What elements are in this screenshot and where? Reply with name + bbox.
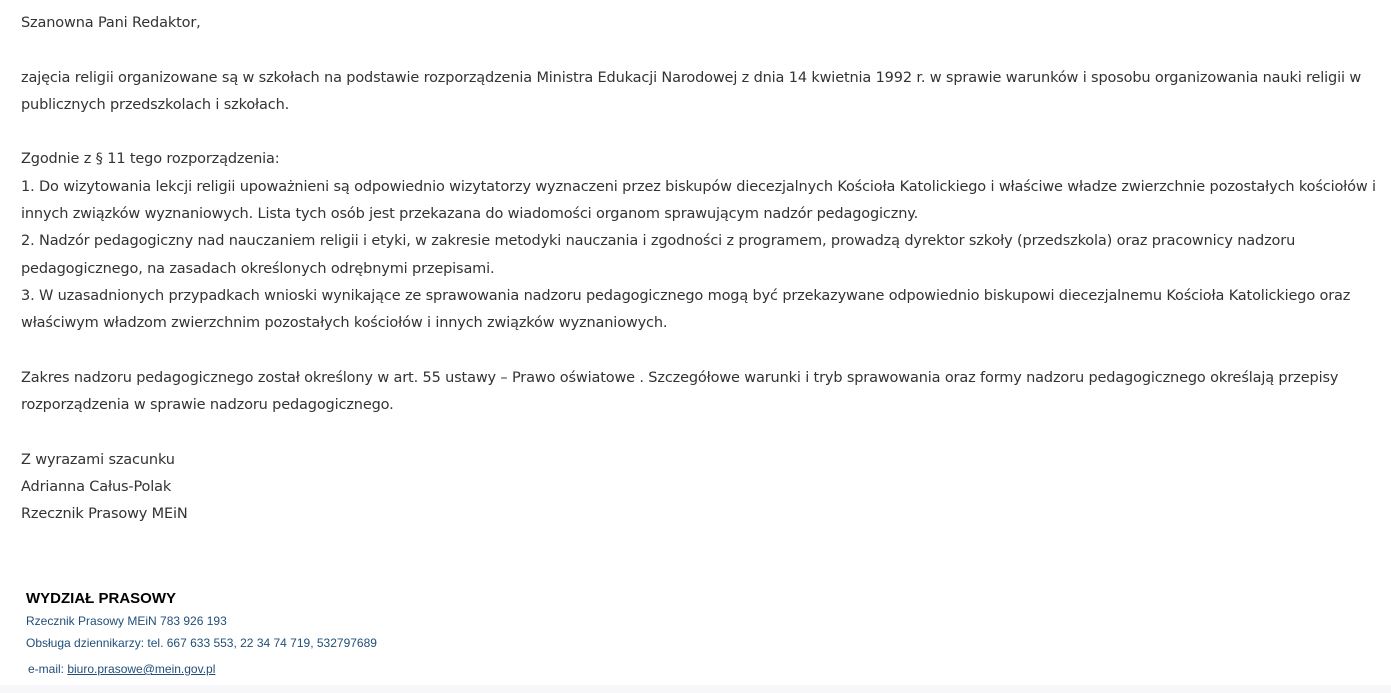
section-intro: Zgodnie z § 11 tego rozporządzenia:	[21, 151, 280, 168]
email-signature	[26, 588, 377, 680]
paragraph-gap	[21, 37, 1387, 64]
point-3: 3. W uzasadnionych przypadkach wnioski wynikające ze sprawowania nadzoru pedagogicznego mogą być przekazywane odpowiednio biskupowi diecezjalnemu Kościoła Katolickiego oraz właściwym władzom zwierzchnim pozostałych kościołów i innych związków wyznaniowych.	[21, 287, 1351, 332]
scope-paragraph: Zakres nadzoru pedagogicznego został określony w art. 55 ustawy – Prawo oświatowe . Szczegółowe warunki i tryb sprawowania oraz formy nadzoru pedagogicznego określają przepisy rozporządzenia w sprawie nadzoru pedagogicznego.	[21, 369, 1339, 414]
email-line	[26, 658, 377, 680]
email-link[interactable]: biuro.prasowe@mein.gov.pl	[67, 662, 216, 676]
intro-paragraph: zajęcia religii organizowane są w szkołach na podstawie rozporządzenia Ministra Edukacji Narodowej z dnia 14 kwietnia 1992 r. w sprawie warunków i sposobu organizowania nauki religii w publicznych przedszkolach i szkołach.	[21, 69, 1362, 113]
paragraph-gap	[21, 419, 1387, 446]
greeting: Szanowna Pani Redaktor,	[21, 15, 201, 31]
paragraph-gap	[21, 338, 1387, 365]
letter-body	[21, 10, 1387, 529]
press-contact: Obsługa dziennikarzy: tel. 667 633 553, 22 34 74 719, 532797689	[26, 636, 377, 650]
department-title: WYDZIAŁ PRASOWY	[26, 590, 176, 607]
spokesperson-contact: Rzecznik Prasowy MEiN 783 926 193	[26, 614, 227, 628]
author-name: Adrianna Całus-Polak	[21, 479, 172, 496]
bottom-strip	[0, 685, 1391, 693]
paragraph-gap	[21, 119, 1387, 146]
point-2: 2. Nadzór pedagogiczny nad nauczaniem religii i etyki, w zakresie metodyki nauczania i zgodności z programem, prowadzą dyrektor szkoły (przedszkola) oraz pracownicy nadzoru pedagogicznego, na zasadach określonych odrębnymi przepisami.	[21, 233, 1296, 277]
email-label: e-mail:	[28, 662, 68, 676]
point-1: 1. Do wizytowania lekcji religii upoważnieni są odpowiednio wizytatorzy wyznaczeni przez biskupów diecezjalnych Kościoła Katolickiego i właściwe władze zwierzchnie pozostałych kościołów i innych związków wyznaniowych. Lista tych osób jest przekazana do wiadomości organom sprawującym nadzór pedagogiczny.	[21, 178, 1376, 223]
closing: Z wyrazami szacunku	[21, 451, 175, 468]
author-role: Rzecznik Prasowy MEiN	[21, 506, 188, 523]
